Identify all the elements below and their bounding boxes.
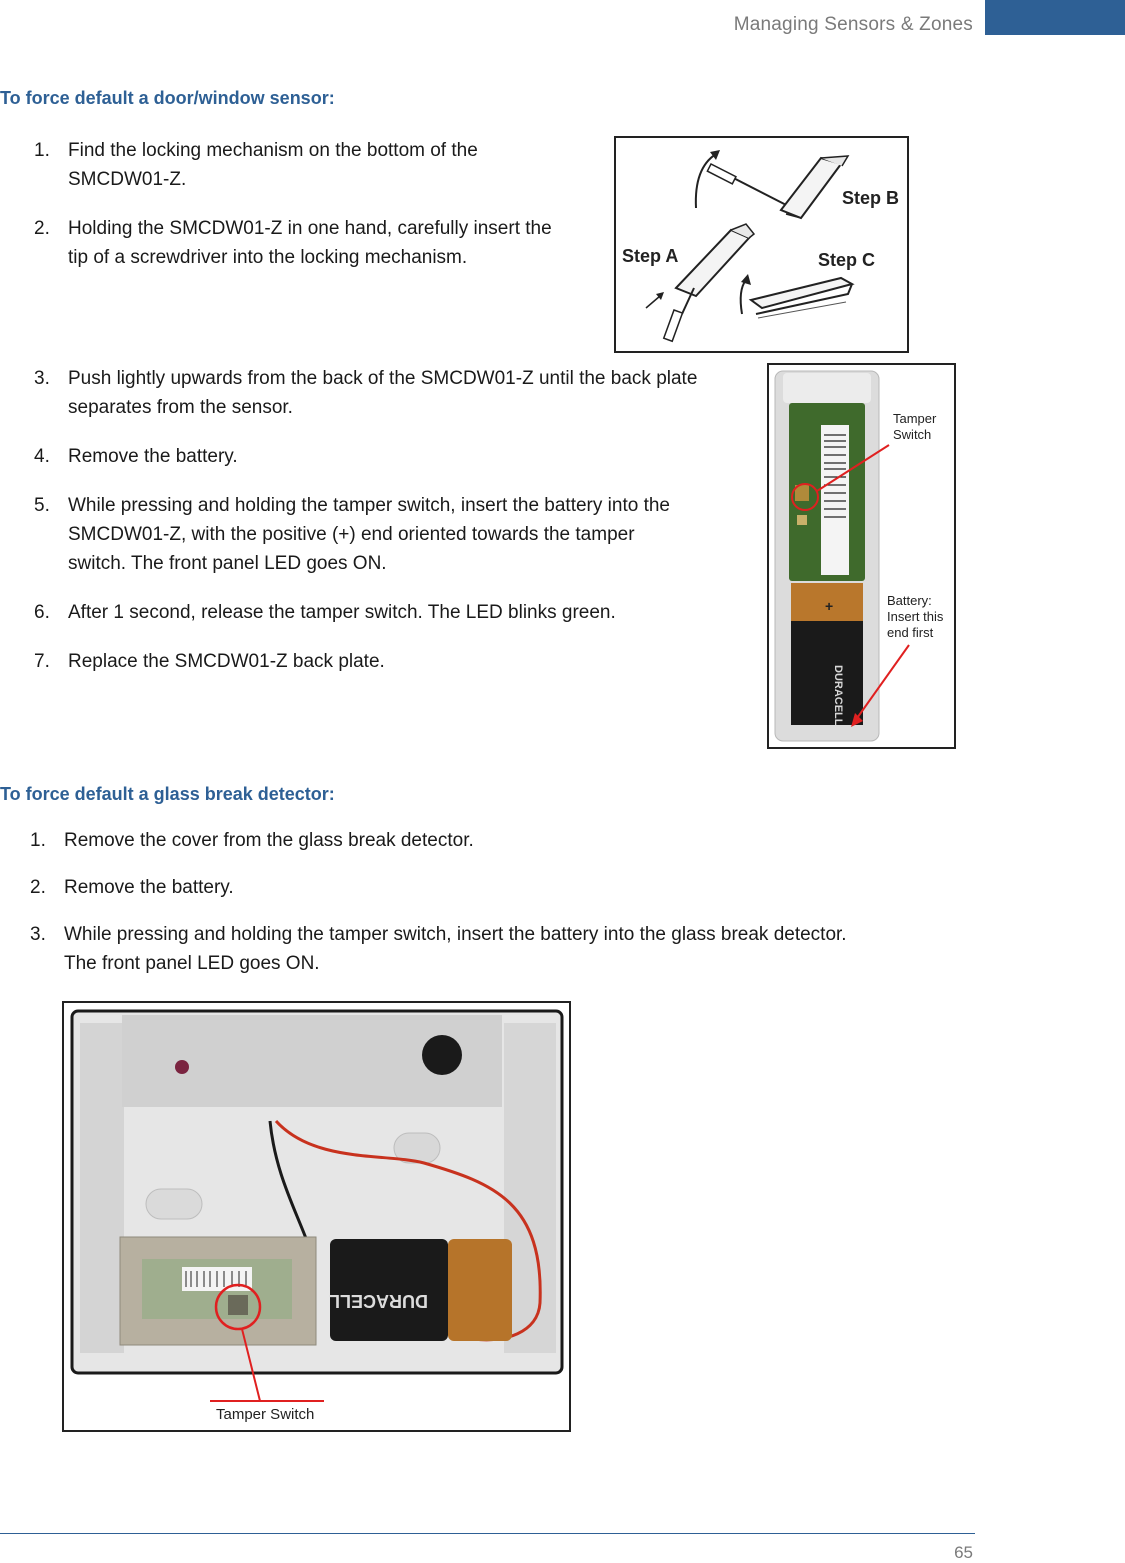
glass-break-interior-photo — [64, 1003, 569, 1430]
step-text: While pressing and holding the tamper switch, insert the battery into the — [68, 495, 670, 516]
list-item — [0, 873, 996, 902]
step-number: 7. — [34, 651, 50, 672]
page-number: 65 — [954, 1543, 973, 1562]
step-number: 5. — [34, 495, 50, 516]
battery-cap — [448, 1239, 512, 1341]
label-battery-line3: end first — [887, 625, 934, 640]
step-text: SMCDW01-Z. — [68, 169, 187, 190]
step-number: 1. — [34, 140, 50, 161]
list-item — [0, 364, 770, 422]
list-item — [0, 442, 770, 471]
label-step-c: Step C — [818, 250, 876, 270]
battery-body — [330, 1239, 448, 1341]
header-accent-bar — [985, 0, 1125, 35]
figure-sensor-interior — [767, 363, 956, 749]
step-text: Holding the SMCDW01-Z in one hand, carefully insert the — [68, 218, 552, 239]
label-step-b: Step B — [842, 188, 900, 208]
step-number: 3. — [30, 924, 46, 945]
label-tamper-line2: Switch — [893, 427, 932, 442]
steps-list-glass-break — [0, 826, 996, 978]
step-text: Find the locking mechanism on the bottom of the — [68, 140, 478, 161]
step-text: tip of a screwdriver into the locking mechanism. — [68, 247, 468, 268]
sensor-step-c — [741, 274, 852, 318]
steps-list-b — [0, 364, 770, 676]
step-text: switch. The front panel LED goes ON. — [68, 553, 387, 574]
list-item — [0, 136, 600, 194]
step-number: 2. — [30, 877, 46, 898]
footer-rule — [0, 1533, 975, 1534]
step-text: Remove the battery. — [68, 446, 238, 467]
removal-steps-illustration — [616, 138, 907, 351]
figure-removal-steps — [614, 136, 909, 353]
step-text: separates from the sensor. — [68, 397, 293, 418]
list-item — [0, 920, 996, 978]
step-text: SMCDW01-Z, with the positive (+) end oriented towards the tamper — [68, 524, 635, 545]
step-number: 1. — [30, 830, 46, 851]
list-item — [0, 826, 996, 855]
label-tamper-line1: Tamper — [893, 411, 937, 426]
step-text: Remove the cover from the glass break detector. — [64, 830, 474, 851]
running-header-title: Managing Sensors & Zones — [733, 14, 973, 35]
step-text: While pressing and holding the tamper switch, insert the battery into the glass break detector. — [64, 924, 847, 945]
list-item — [0, 491, 770, 578]
step-text: Replace the SMCDW01-Z back plate. — [68, 651, 385, 672]
step-number: 2. — [34, 218, 50, 239]
sensor-step-a — [646, 224, 754, 341]
battery-body — [791, 621, 863, 725]
section-heading-door-window: To force default a door/window sensor: — [0, 88, 335, 108]
microphone-port — [422, 1035, 462, 1075]
figure-glass-break-interior — [62, 1001, 571, 1432]
step-text: The front panel LED goes ON. — [64, 953, 320, 974]
screwdriver-handle — [707, 164, 736, 184]
step-number: 4. — [34, 446, 50, 467]
step-text: Push lightly upwards from the back of the SMCDW01-Z until the back plate — [68, 368, 698, 389]
front-led — [175, 1060, 189, 1074]
label-step-a: Step A — [622, 246, 679, 266]
battery-plus-sign: + — [825, 598, 834, 614]
curved-arrow — [696, 154, 716, 208]
label-battery-line1: Battery: — [887, 593, 932, 608]
label-tamper-switch: Tamper Switch — [216, 1406, 315, 1423]
battery-brand-text: DURACELL — [329, 1291, 428, 1311]
step-number: 6. — [34, 602, 50, 623]
list-item — [0, 598, 770, 627]
step-text: After 1 second, release the tamper switch. The LED blinks green. — [68, 602, 616, 623]
steps-list-a — [0, 136, 600, 272]
list-item — [0, 214, 600, 272]
sensor-step-b — [781, 156, 848, 218]
section-heading-glass-break: To force default a glass break detector: — [0, 784, 335, 804]
label-battery-line2: Insert this — [887, 609, 944, 624]
sensor-interior-photo — [769, 365, 954, 747]
list-item — [0, 647, 770, 676]
step-text: Remove the battery. — [64, 877, 234, 898]
step-number: 3. — [34, 368, 50, 389]
battery-brand-text: DURACELL — [832, 665, 844, 726]
